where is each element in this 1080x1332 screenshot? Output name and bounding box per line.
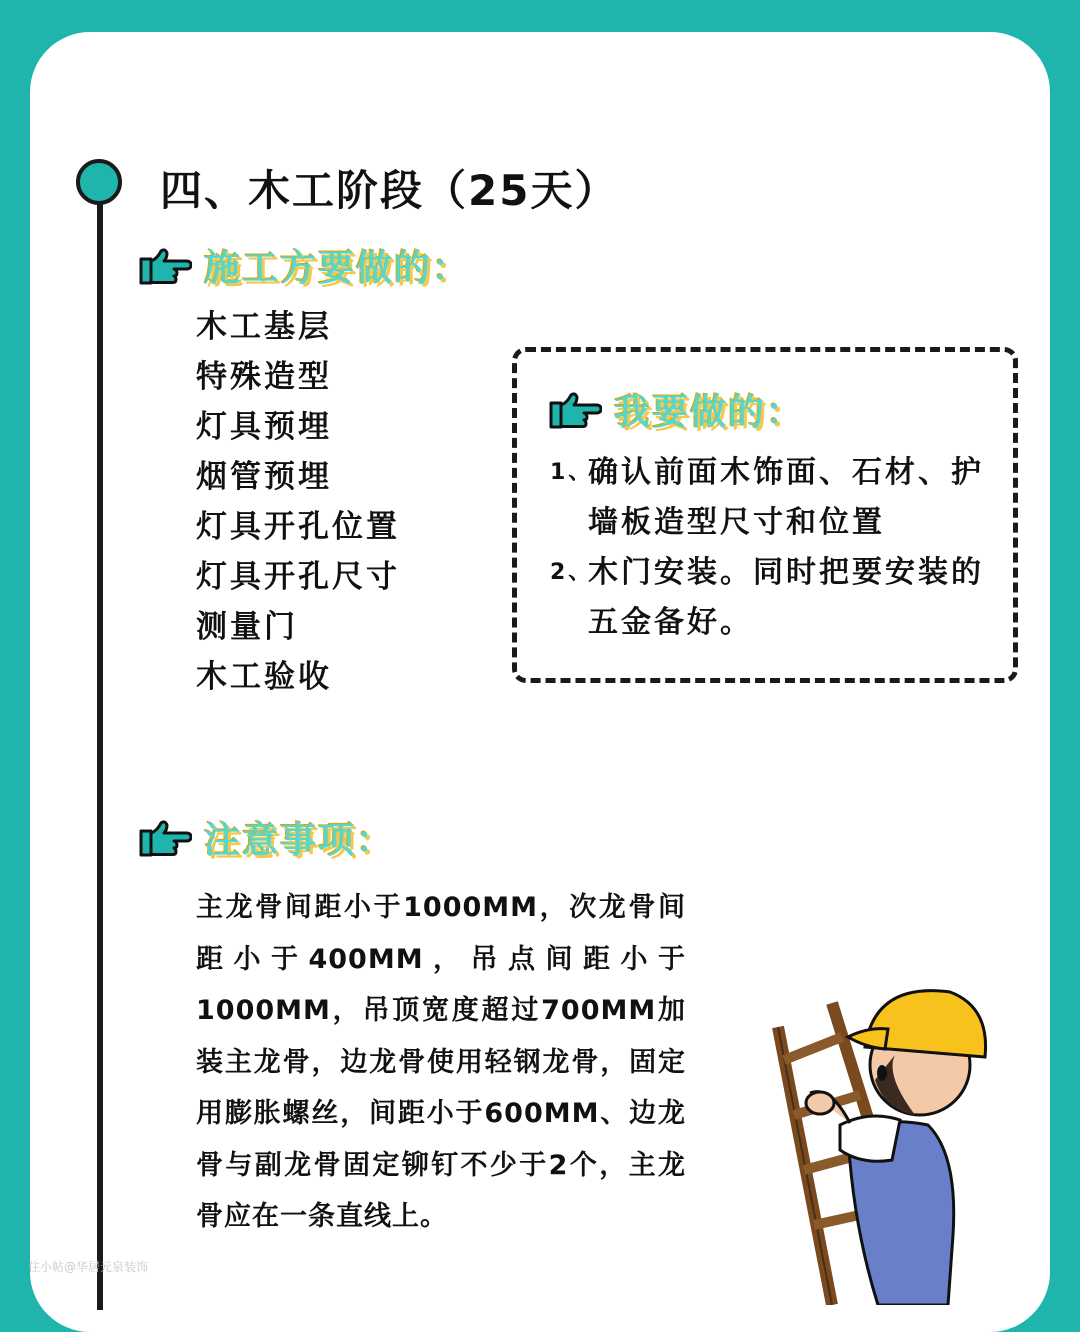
list-item: 测量门	[196, 609, 298, 645]
list-item: 特殊造型	[196, 359, 332, 395]
list-item: 木工验收	[196, 659, 332, 695]
owner-heading-label: 我要做的：	[614, 392, 805, 433]
contractor-heading-label: 施工方要做的：	[204, 248, 471, 289]
pointing-hand-icon	[548, 389, 602, 431]
notes-heading	[138, 812, 394, 863]
list-item: 灯具预埋	[196, 409, 332, 445]
timeline-line	[97, 200, 103, 1310]
timeline-dot	[76, 159, 122, 205]
contractor-task-list	[196, 302, 400, 702]
list-item: 灯具开孔位置	[196, 509, 400, 545]
list-item: 灯具开孔尺寸	[196, 559, 400, 595]
contractor-heading	[138, 240, 470, 291]
list-item: 木工基层	[196, 309, 332, 345]
watermark: 住小帖@华居元泉装饰	[28, 1260, 149, 1274]
item-text: 确认前面木饰面、石材、护墙板造型尺寸和位置	[588, 455, 984, 540]
owner-heading	[548, 384, 804, 435]
worker-on-ladder-illustration	[770, 985, 1020, 1305]
item-text: 木门安装。同时把要安装的五金备好。	[588, 555, 984, 640]
list-item: 烟管预埋	[196, 459, 332, 495]
list-item	[550, 548, 990, 648]
list-item	[550, 448, 990, 548]
pointing-hand-icon	[138, 245, 192, 287]
item-number: 1、	[550, 460, 594, 485]
notes-heading-label: 注意事项：	[204, 820, 395, 861]
owner-task-list	[550, 448, 990, 648]
section-title: 四、木工阶段（25天）	[160, 166, 619, 215]
notes-paragraph: 主龙骨间距小于1000MM，次龙骨间距小于400MM，吊点间距小于1000MM，吊顶宽度超过700MM加装主龙骨，边龙骨使用轻钢龙骨，固定用膨胀螺丝，间距小于600MM、边龙骨与副龙骨固定铆钉不少于2个，主龙骨应在一条直线上。	[196, 892, 686, 1232]
item-number: 2、	[550, 560, 594, 585]
pointing-hand-icon	[138, 817, 192, 859]
